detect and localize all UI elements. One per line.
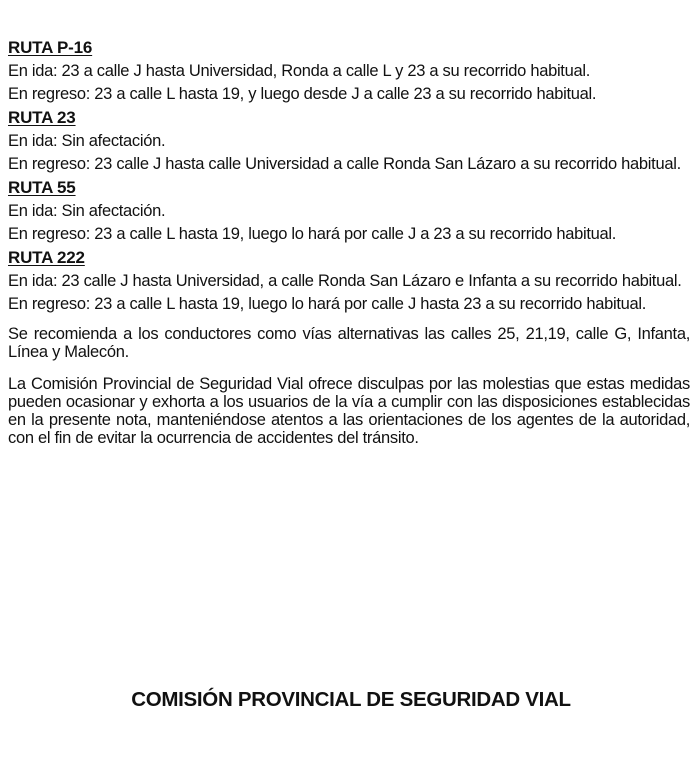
route-section-23: [8, 108, 690, 173]
route-regreso: En regreso: 23 a calle L hasta 19, luego lo hará por calle J hasta 23 a su recorrido habitual.: [8, 295, 647, 313]
route-ida: En ida: Sin afectación.: [8, 202, 166, 220]
route-title: RUTA P-16: [8, 38, 93, 57]
route-section-p16: [8, 38, 690, 103]
route-ida: En ida: 23 a calle J hasta Universidad, Ronda a calle L y 23 a su recorrido habitual.: [8, 62, 590, 80]
route-ida: En ida: Sin afectación.: [8, 132, 166, 150]
route-regreso: En regreso: 23 calle J hasta calle Universidad a calle Ronda San Lázaro a su recorrido habitual.: [8, 155, 681, 173]
signature: COMISIÓN PROVINCIAL DE SEGURIDAD VIAL: [131, 688, 571, 711]
closing-paragraph: La Comisión Provincial de Seguridad Vial ofrece disculpas por las molestias que estas medidas pueden ocasionar y exhorta a los usuarios de la vía a cumplir con las disposiciones establecidas en la presente nota, manteniéndose atentos a las orientaciones de los agentes de la autoridad, con el fin de evitar la ocurrencia de accidentes del tránsito.: [8, 375, 690, 447]
route-title: RUTA 23: [8, 108, 76, 127]
route-title: RUTA 222: [8, 248, 85, 267]
route-section-55: [8, 178, 690, 243]
route-section-222: [8, 248, 690, 313]
route-title: RUTA 55: [8, 178, 76, 197]
route-ida: En ida: 23 calle J hasta Universidad, a calle Ronda San Lázaro e Infanta a su recorrido habitual.: [8, 272, 682, 290]
route-regreso: En regreso: 23 a calle L hasta 19, luego lo hará por calle J a 23 a su recorrido habitual.: [8, 225, 617, 243]
route-regreso: En regreso: 23 a calle L hasta 19, y luego desde J a calle 23 a su recorrido habitual.: [8, 85, 597, 103]
recommendation-paragraph: Se recomienda a los conductores como vías alternativas las calles 25, 21,19, calle G, Infanta, Línea y Malecón.: [8, 325, 690, 361]
